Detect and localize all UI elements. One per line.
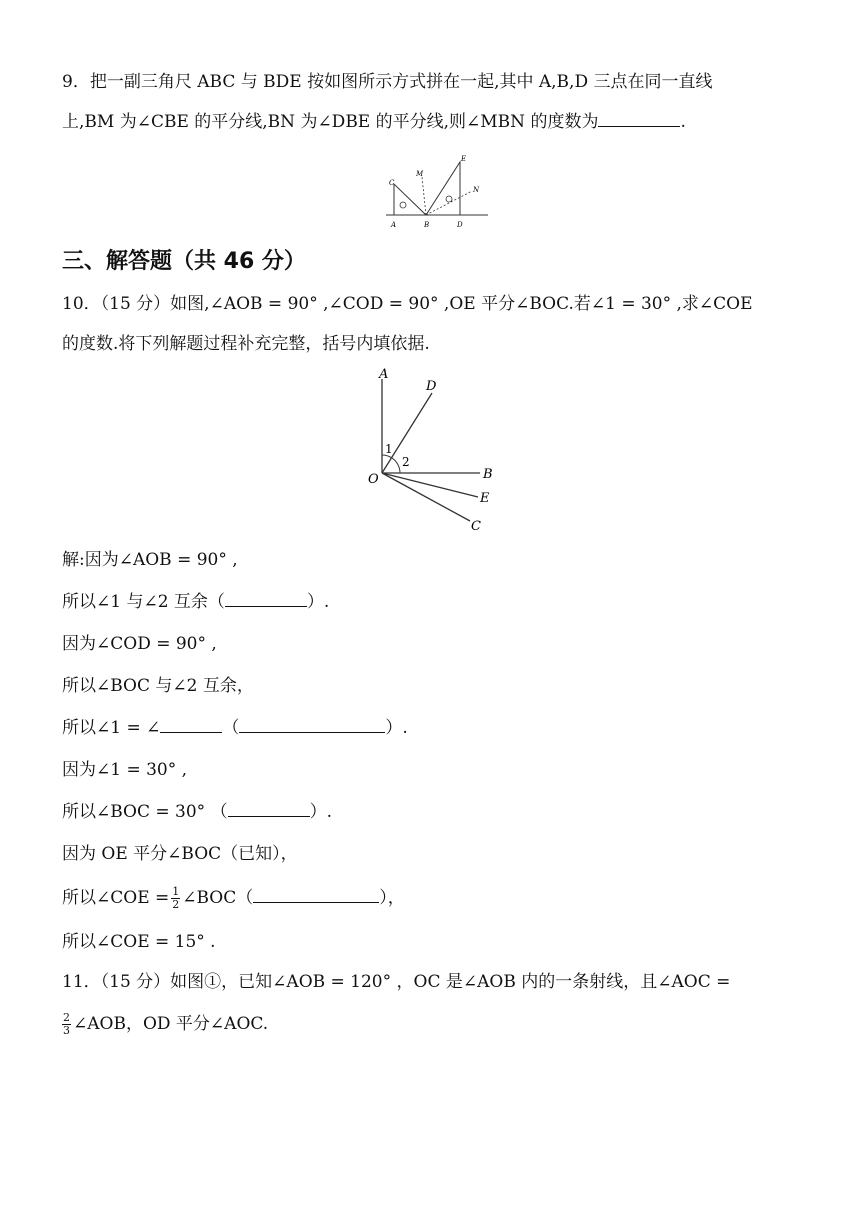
q11-numerator: 2: [63, 1011, 70, 1024]
q10-blank-1[interactable]: [225, 590, 307, 607]
q10-blank-5[interactable]: [253, 886, 379, 903]
q11-line1: [62, 970, 730, 994]
q10-step9: [62, 884, 405, 912]
q10-label-a: A: [379, 367, 389, 382]
q10-step9-angle: ∠BOC（: [182, 888, 254, 908]
q10-step2: [62, 590, 329, 614]
q11-fraction: [62, 1012, 71, 1037]
q11-number: 11．: [62, 972, 101, 992]
q10-step5-text: 所以∠1 = ∠: [62, 718, 161, 738]
q9-label-d: D: [457, 221, 463, 229]
q9-label-e: E: [461, 155, 467, 163]
q10-label-o: O: [368, 472, 379, 487]
q9-label-m: M: [416, 170, 424, 178]
q11-text-line2: ∠AOB，OD 平分∠AOC.: [73, 1014, 269, 1034]
q10-line1: [62, 292, 753, 316]
q9-answer-blank[interactable]: [598, 110, 680, 127]
q10-blank-3[interactable]: [239, 716, 385, 733]
q9-line1: [62, 70, 713, 94]
q9-label-a: A: [391, 221, 397, 229]
q11-denominator: 3: [63, 1024, 70, 1037]
q9-period: .: [680, 112, 686, 132]
q9-line2: [62, 110, 686, 134]
q10-label-c: C: [471, 519, 481, 534]
q10-step9-close: ），: [379, 888, 405, 908]
q10-step5-open: （: [222, 718, 240, 738]
q10-blank-4[interactable]: [228, 800, 310, 817]
q10-step7-close: ）.: [309, 802, 332, 822]
q10-step10: 所以∠COE = 15° .: [62, 932, 216, 952]
q10-step5-close: ）.: [385, 718, 408, 738]
q10-blank-2[interactable]: [160, 716, 222, 733]
q10-step3: 因为∠COD = 90° ,: [62, 634, 217, 654]
q10-text-line1: （15 分）如图,∠AOB = 90° ,∠COD = 90° ,OE 平分∠BOC.若∠1 = 30° ,求∠COE: [100, 294, 753, 314]
q10-step4: 所以∠BOC 与∠2 互余，: [62, 676, 254, 696]
q10-label-angle1: 1: [385, 442, 393, 456]
q10-number: 10．: [62, 294, 101, 314]
q10-step9-numerator: 1: [172, 885, 180, 898]
q10-step1: 解:因为∠AOB = 90° ,: [62, 550, 238, 570]
q9-number: 9．: [62, 72, 90, 92]
q9-text-line2: 上,BM 为∠CBE 的平分线,BN 为∠DBE 的平分线,则∠MBN 的度数为: [62, 112, 599, 132]
q10-step7-text: 所以∠BOC = 30° （: [62, 802, 228, 822]
q9-label-b: B: [424, 221, 430, 229]
q10-step9-fraction: [171, 886, 180, 911]
q10-step9-denominator: 2: [172, 898, 180, 911]
q10-step9-text: 所以∠COE =: [62, 888, 170, 908]
q10-label-angle2: 2: [402, 455, 410, 469]
q10-step7: [62, 800, 332, 824]
q10-label-d: D: [426, 379, 437, 394]
q9-text-line1: 把一副三角尺 ABC 与 BDE 按如图所示方式拼在一起,其中 A,B,D 三点在同一直线: [89, 72, 713, 92]
q9-label-n: N: [473, 186, 480, 194]
q9-label-c: C: [389, 179, 395, 187]
section-heading: 三、解答题（共 46 分）: [62, 249, 306, 274]
q10-step5: [62, 716, 408, 740]
q9-figure: [382, 152, 492, 232]
q10-step2-text: 所以∠1 与∠2 互余（: [62, 592, 225, 612]
q10-label-e: E: [480, 491, 490, 506]
q10-label-b: B: [483, 467, 493, 482]
q10-step6: 因为∠1 = 30° ,: [62, 760, 188, 780]
q10-step2-close: ）.: [306, 592, 330, 612]
q10-figure: [364, 365, 504, 537]
q11-line2: [62, 1010, 268, 1038]
q10-line2: 的度数.将下列解题过程补充完整，括号内填依据.: [62, 334, 430, 354]
q11-text-line1: （15 分）如图①，已知∠AOB = 120° ，OC 是∠AOB 内的一条射线，且∠AOC =: [100, 972, 731, 992]
q10-step8: 因为 OE 平分∠BOC（已知），: [62, 844, 298, 864]
